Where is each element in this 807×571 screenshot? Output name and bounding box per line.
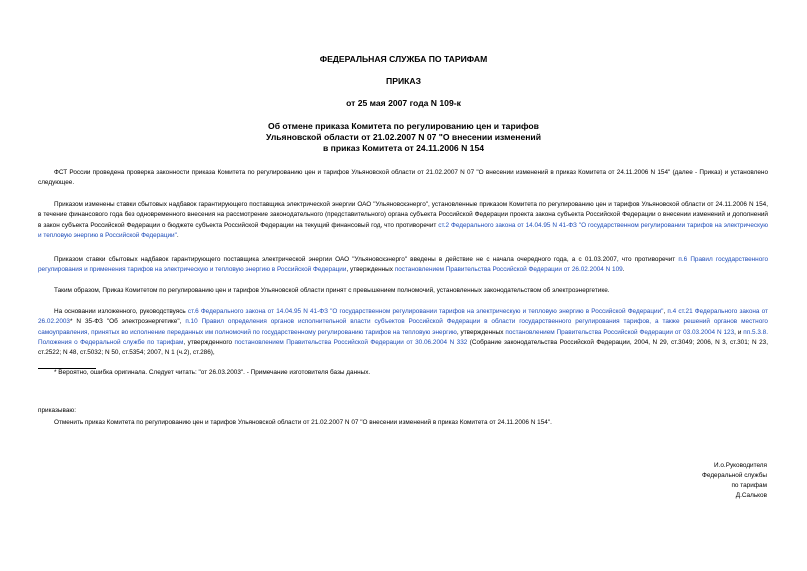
doc-type-heading: ПРИКАЗ [386, 76, 421, 86]
link-resolution-123[interactable]: постановлением Правительства Российской Федерации от 03.03.2004 N 123 [505, 328, 735, 336]
order-word: приказываю: [38, 407, 76, 414]
link-law-35fz-art21[interactable]: п.4 ст.21 Федерального закона от 26.02.2003 [38, 308, 768, 326]
paragraph-2-end: . [176, 231, 179, 239]
paragraph-5-c: * N 35-ФЗ "Об электроэнергетике", [70, 318, 186, 326]
paragraph-5-d: , утвержденных [456, 328, 506, 336]
link-law-41fz-art6[interactable]: ст.6 Федерального закона от 14.04.95 N 41-ФЗ "О государственном регулировании тарифов на электрическую и тепловую энергию в Российской Федерации" [187, 308, 664, 315]
signature-name: Д.Сальков [735, 492, 767, 499]
paragraph-1: ФСТ России проведена проверка законности приказа Комитета по регулированию цен и тарифов Ульяновской области от 21.02.2007 N 07 "О внесении изменений в приказ Комитета от 24.11.2006 N 154" (далее - Приказ) и установлено следующее. [38, 169, 768, 187]
paragraph-5-b: , [663, 308, 668, 315]
paragraph-2-text: Приказом изменены ставки сбытовых надбавок гарантирующего поставщика электрической энергии ОАО "Ульяновскэнерго", установленные приказом Комитета по регулированию цен и тарифов Ульяновской области от 24.11.2006 N 154, в течение финансового года без одновременного внесения на рассмотрение законодательного (представительного) органа субъекта Российской Федерации проекта закона субъекта Российской Федерации о внесении изменений и дополнений в закон субъекта Российской Федерации о бюджете субъекта Российской Федерации на текущий финансовый год, что противоречит [38, 201, 768, 229]
signature-title-3: по тарифам [731, 482, 767, 489]
doc-title-line-2: Ульяновской области от 21.02.2007 N 07 "О внесении изменений [266, 132, 541, 142]
link-rules-p6[interactable]: п.6 Правил государственного регулирования и применения тарифов на электрическую и тепловую энергию в Российской Федерации [38, 256, 769, 274]
order-text: Отменить приказ Комитета по регулированию цен и тарифов Ульяновской области от 21.02.2007 N 07 "О внесении изменений в приказ Комитета от 24.11.2006 N 154". [54, 419, 552, 426]
doc-date-number: от 25 мая 2007 года N 109-к [346, 98, 461, 108]
paragraph-5-g: (Собрание законодательства Российской Федерации, 2004, N 29, ст.3049; 2006, N 3, ст.301; N 23, ст.2522; N 48, ст.5032; N 50, ст.5354; 2007, N 1 (ч.2), ст.286), [38, 338, 768, 357]
paragraph-3 [38, 255, 768, 276]
doc-title-line-1: Об отмене приказа Комитета по регулированию цен и тарифов [268, 121, 539, 131]
link-law-41fz-art2[interactable]: ст.2 Федерального закона от 14.04.95 N 41-ФЗ "О государственном регулировании тарифов на электрическую и тепловую энергию в Российской Федерации" [38, 221, 768, 239]
paragraph-3-mid: , утвержденных [346, 266, 395, 274]
signature-title-1: И.о.Руководителя [714, 462, 767, 469]
doc-title-line-3: в приказ Комитета от 24.11.2006 N 154 [323, 143, 484, 153]
signature-title-2: Федеральной службы [702, 472, 767, 479]
paragraph-2 [38, 200, 768, 241]
link-resolution-332[interactable]: постановлением Правительства Российской Федерации от 30.06.2004 N 332 [234, 338, 468, 346]
paragraph-3-text: Приказом ставки сбытовых надбавок гарантирующего поставщика электрической энергии ОАО "Ульяновскэнерго" введены в действие не с начала очередного года, а с 01.03.2007, что противоречит [54, 256, 679, 263]
paragraph-5 [38, 307, 768, 358]
paragraph-3-end: . [622, 266, 625, 274]
link-fst-regulation[interactable]: пп.5.3.8. Положения о Федеральной службе по тарифам [38, 328, 768, 346]
footnote: * Вероятно, ошибка оригинала. Следует читать: "от 26.03.2003". - Примечание изготовителя базы данных. [54, 369, 371, 376]
paragraph-4: Таким образом, Приказ Комитетом по регулированию цен и тарифов Ульяновской области принят с превышением полномочий, установленных законодательством об электроэнергетике. [54, 287, 610, 294]
link-resolution-109[interactable]: постановлением Правительства Российской Федерации от 26.02.2004 N 109 [394, 266, 623, 274]
agency-heading: ФЕДЕРАЛЬНАЯ СЛУЖБА ПО ТАРИФАМ [319, 54, 488, 64]
paragraph-5-a: На основании изложенного, руководствуясь [54, 308, 188, 315]
link-rules-p10[interactable]: п.10 Правил определения органов исполнительной власти субъектов Российской Федерации в области государственного регулирования тарифов, а также решений органов местного самоуправления, принятых во исполнение переданных им полномочий по государственному регулированию тарифов на тепловую энергию [38, 318, 768, 336]
paragraph-5-f: , утвержденного [183, 338, 235, 346]
paragraph-5-e: , и [734, 328, 744, 336]
